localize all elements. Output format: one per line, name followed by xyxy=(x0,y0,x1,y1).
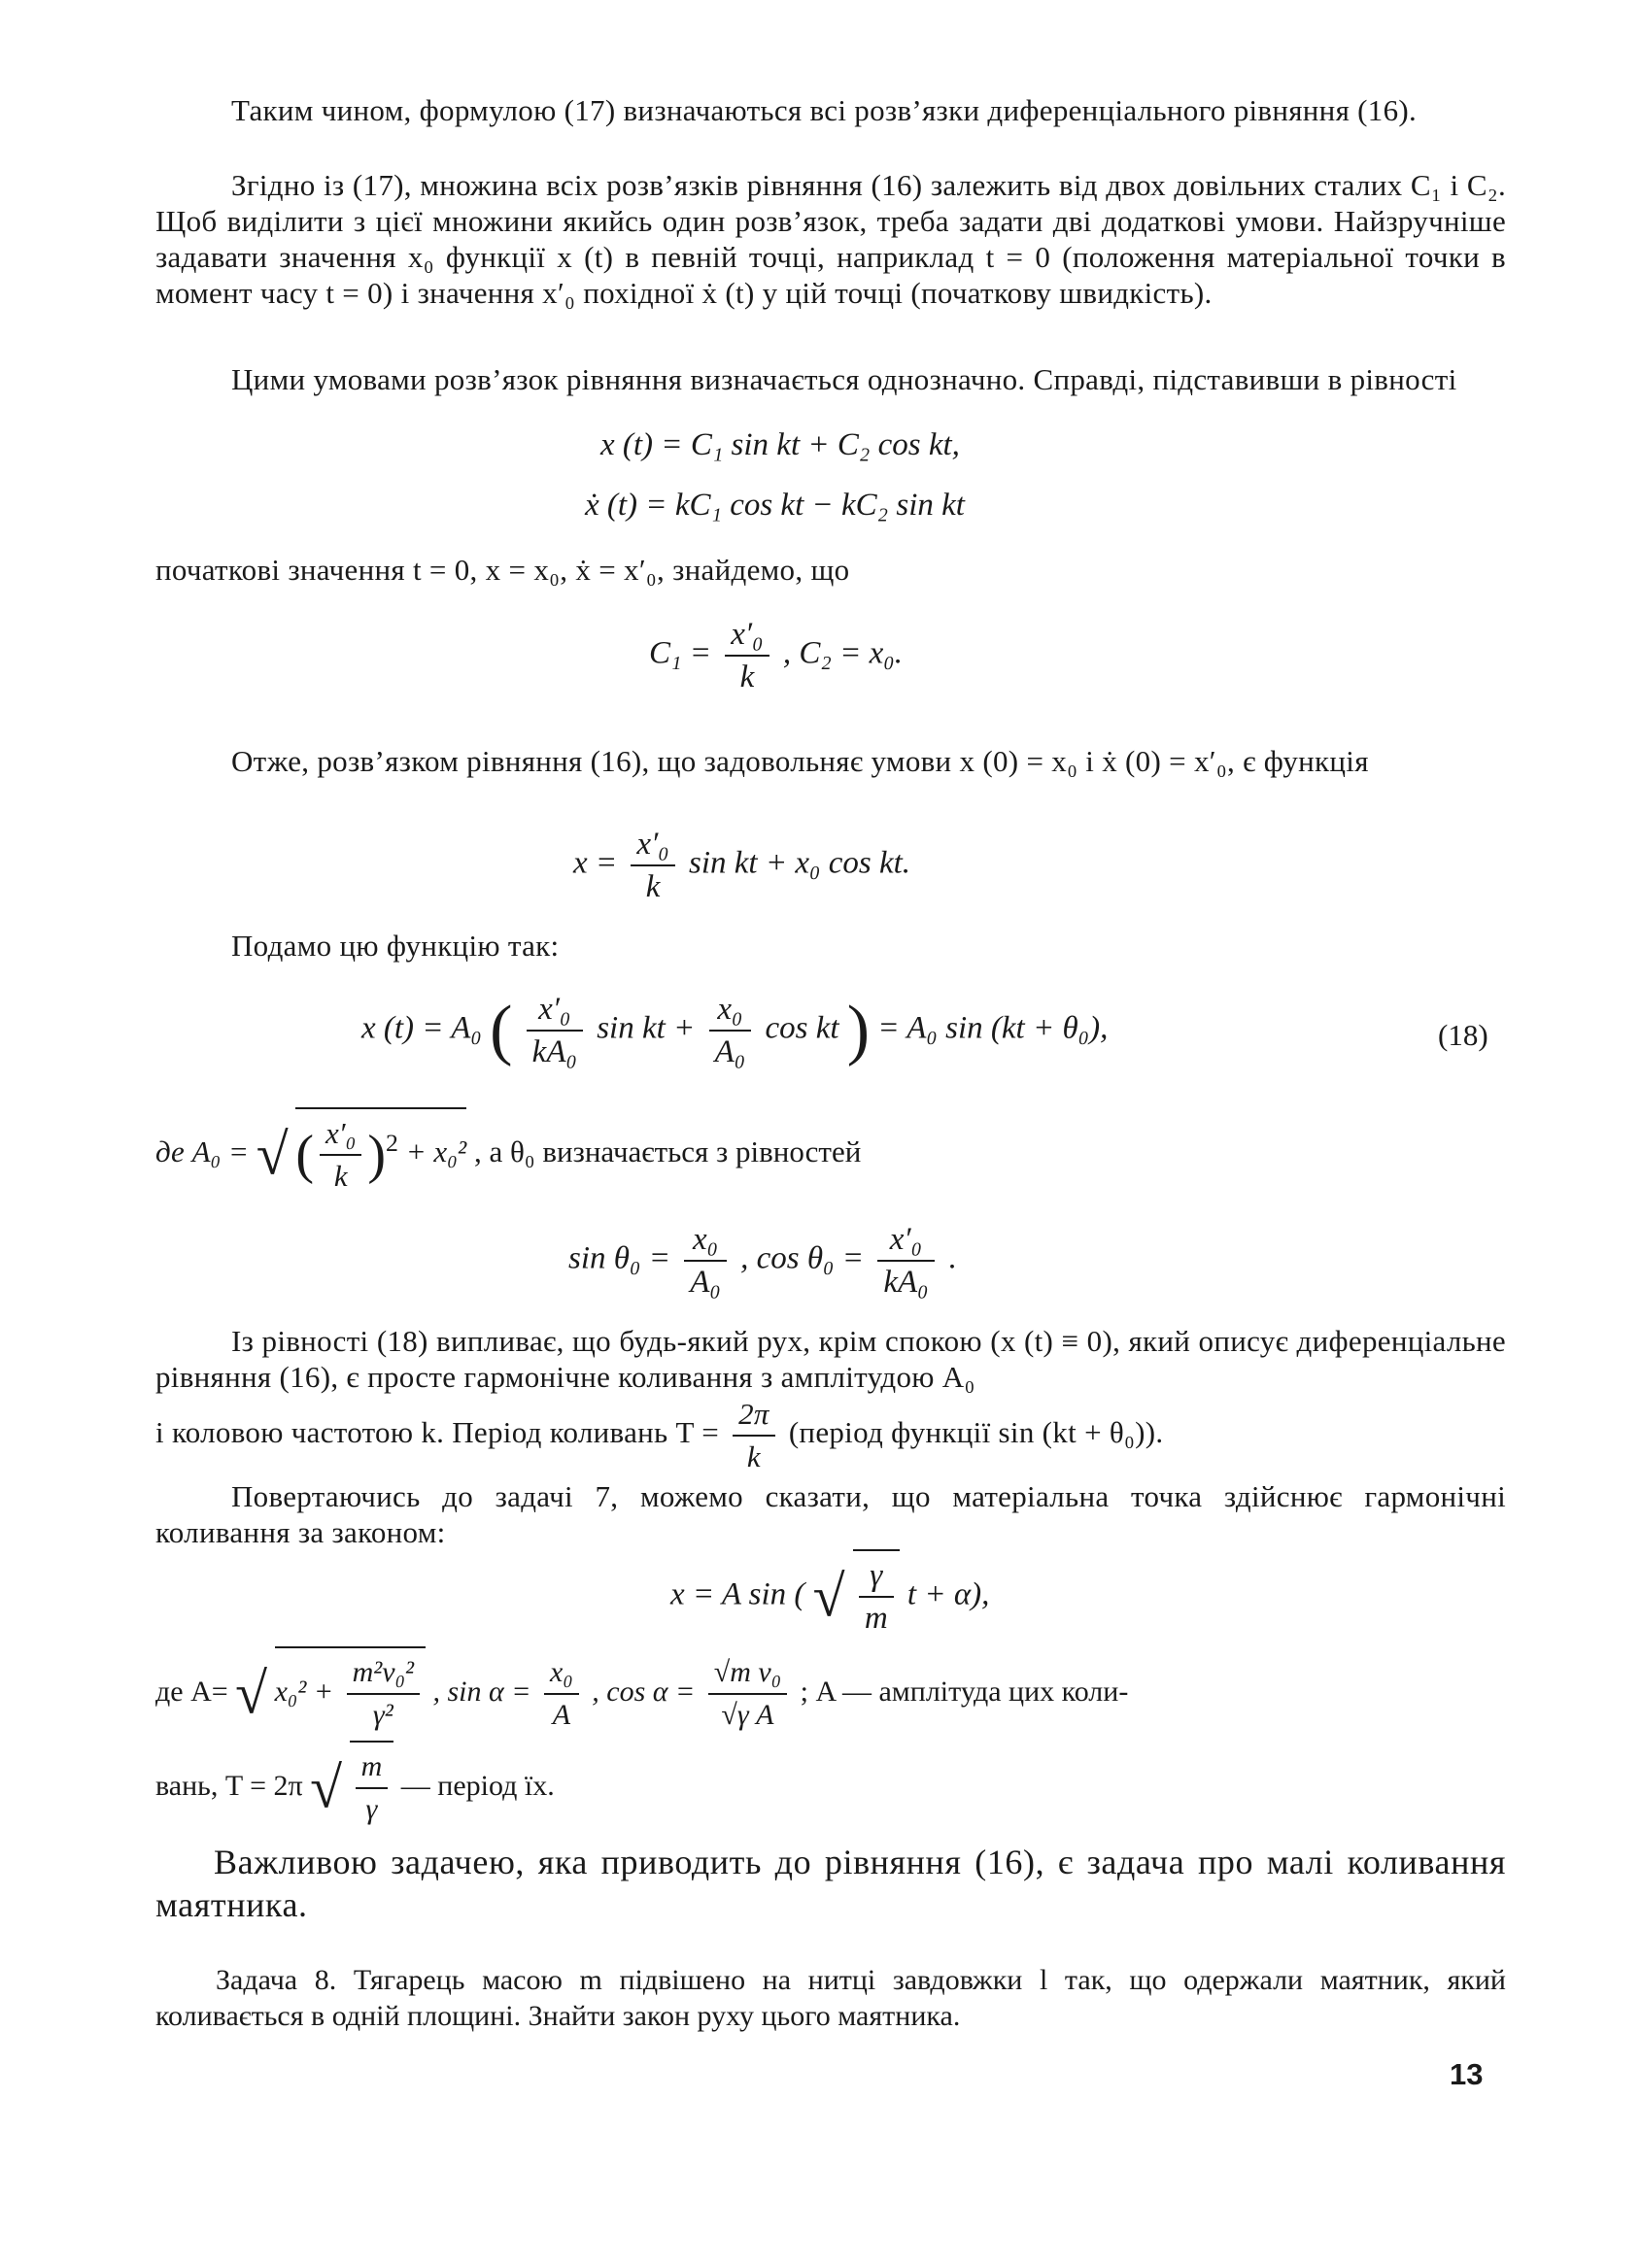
period-radicand xyxy=(350,1741,394,1830)
eq18-cos: cos kt xyxy=(765,1010,839,1046)
fraction-denominator: kA₀ xyxy=(531,1034,577,1069)
fraction-numerator: x₀ xyxy=(684,1219,727,1262)
fraction-denominator: kA₀ xyxy=(883,1265,929,1300)
fraction-denominator: m xyxy=(864,1601,888,1636)
equation-theta xyxy=(568,1219,956,1303)
equation-x-dot-t: ẋ (t) = kC₁ cos kt − kC₂ sin kt xyxy=(585,488,965,523)
fraction-numerator: x₀ xyxy=(544,1652,579,1695)
fraction-denominator: A xyxy=(552,1699,571,1731)
section-statement: Важливою задачею, яка приводить до рівняння (16), є задача про малі коливання маятника. xyxy=(155,1843,1506,1924)
left-paren: ( xyxy=(295,1125,315,1185)
fraction-denominator: A₀ xyxy=(714,1034,746,1069)
fraction-numerator: x₀ xyxy=(709,989,752,1032)
radicand xyxy=(295,1107,466,1197)
fraction-denominator: γ² xyxy=(372,1699,393,1731)
cos-alpha-lhs: , cos α = xyxy=(592,1675,696,1708)
fraction-cos-theta xyxy=(877,1219,934,1303)
fraction-numerator: x′₀ xyxy=(631,824,674,866)
harmonic-lhs: x = A sin ( xyxy=(670,1576,805,1612)
fraction-denominator: k xyxy=(333,1159,348,1193)
fraction-radicand-2 xyxy=(347,1652,420,1736)
equation-18 xyxy=(361,989,1108,1072)
fraction-numerator: 2π xyxy=(733,1394,775,1437)
solution-lhs: x = xyxy=(573,845,618,881)
amplitude-radicand xyxy=(275,1646,426,1736)
fraction-denominator: √γ A xyxy=(721,1699,774,1731)
eq18-middle: sin kt + xyxy=(597,1010,696,1046)
right-paren: ) xyxy=(367,1125,387,1185)
sqrt-icon: √ xyxy=(310,1755,343,1820)
fraction-numerator: x′₀ xyxy=(877,1219,934,1262)
fraction-cos-alpha xyxy=(708,1652,787,1736)
period: . xyxy=(947,1240,957,1276)
equation-solution xyxy=(573,824,910,907)
fraction-numerator: x′₀ xyxy=(320,1113,361,1156)
fraction-numerator: x′₀ xyxy=(527,989,583,1032)
fraction-numerator: √m v₀ xyxy=(708,1652,787,1695)
c1-label: C₁ = xyxy=(649,635,712,671)
amplitude-formula-line xyxy=(155,1646,1128,1736)
right-paren: ) xyxy=(846,993,871,1067)
solution-rhs: sin kt + x₀ cos kt. xyxy=(689,845,911,881)
fraction-sin-theta xyxy=(684,1219,727,1303)
eq18-result: = A₀ sin (kt + θ₀), xyxy=(877,1010,1109,1046)
sqrt-icon: √ xyxy=(256,1122,289,1187)
fraction-denominator: k xyxy=(739,660,755,694)
cos-theta-lhs: , cos θ₀ = xyxy=(740,1240,865,1276)
period-formula-line xyxy=(155,1741,555,1830)
amplitude-lhs: де A₀ = xyxy=(155,1134,249,1169)
fraction-period xyxy=(733,1394,775,1477)
amplitude-prefix: де A= xyxy=(155,1675,228,1708)
harmonic-rhs: t + α), xyxy=(906,1576,990,1612)
c2-expression: , C₂ = x₀. xyxy=(782,635,903,671)
fraction-numerator: x′₀ xyxy=(725,614,769,657)
fraction-solution xyxy=(631,824,674,907)
fraction-radicand xyxy=(320,1113,361,1197)
paragraph-3: Цими умовами розв’язок рівняння визначається однозначно. Справді, підставивши в рівності xyxy=(231,362,1457,396)
sqrt-icon: √ xyxy=(235,1661,268,1726)
radicand-tail: + x₀² xyxy=(405,1134,467,1169)
paragraph-6: Подамо цю функцію так: xyxy=(231,929,560,963)
fraction-denominator: k xyxy=(645,869,661,904)
fraction-m-gamma xyxy=(356,1746,389,1830)
paragraph-5: Отже, розв’язком рівняння (16), що задовольняє умови x (0) = x₀ і ẋ (0) = x′₀, є функція xyxy=(231,744,1369,778)
period-suffix: (період функції sin (kt + θ₀)). xyxy=(788,1415,1164,1450)
fraction-c1 xyxy=(725,614,769,697)
sin-theta-lhs: sin θ₀ = xyxy=(568,1240,670,1276)
paragraph-9: Повертаючись до задачі 7, можемо сказати, що матеріальна точка здійснює гармонічні коливання за законом: xyxy=(155,1479,1506,1549)
sqrt-icon: √ xyxy=(812,1564,845,1629)
task-8: Задача 8. Тягарець масою m підвішено на нитці завдовжки l так, що одержали маятник, який коливається в одній площині. Знайти закон руху цього маятника. xyxy=(155,1964,1506,2032)
square-exponent: 2 xyxy=(386,1128,398,1157)
fraction-numerator: m²v₀² xyxy=(347,1652,420,1695)
equation-number-18: (18) xyxy=(1438,1018,1488,1052)
period-note: — період їх. xyxy=(400,1769,555,1802)
page-number: 13 xyxy=(1450,2057,1484,2091)
fraction-numerator: γ xyxy=(859,1555,894,1598)
sin-alpha-lhs: , sin α = xyxy=(432,1675,531,1708)
amplitude-note: ; A — амплітуда цих коли- xyxy=(800,1675,1129,1708)
fraction-eq18-1 xyxy=(527,989,583,1072)
radicand-lead: x₀² + xyxy=(274,1675,334,1708)
paragraph-1: Таким чином, формулою (17) визначаються всі розв’язки диференціального рівняння (16). xyxy=(231,93,1418,127)
equation-x-t: x (t) = C₁ sin kt + C₂ cos kt, xyxy=(600,427,960,462)
fraction-gamma-m xyxy=(859,1555,894,1639)
amplitude-suffix: , а θ₀ визначається з рівностей xyxy=(473,1134,862,1169)
left-paren: ( xyxy=(490,993,513,1067)
fraction-eq18-2 xyxy=(709,989,752,1072)
period-prefix: і коловою частотою k. Період коливань T = xyxy=(155,1415,720,1450)
equation-c1-c2 xyxy=(649,614,903,697)
fraction-denominator: A₀ xyxy=(690,1265,721,1300)
paragraph-2: Згідно із (17), множина всіх розв’язків рівняння (16) залежить від двох довільних сталих C₁ і C₂. Щоб виділити з цієї множини якийсь один розв’язок, треба задати дві додаткові умови. Найзручніше задавати значення x₀ функції x (t) в певній точці, наприклад t = 0 (положення матеріальної точки в момент часу t = 0) і значення x′₀ похідної ẋ (t) у цій точці (початкову швидкість). xyxy=(155,168,1506,310)
fraction-sin-alpha xyxy=(544,1652,579,1736)
paragraph-8-period xyxy=(155,1394,1506,1477)
paragraph-8: Із рівності (18) випливає, що будь-який рух, крім спокою (x (t) ≡ 0), який описує диференціальне рівняння (16), є просте гармонічне коливання з амплітудою A₀ xyxy=(155,1324,1506,1394)
fraction-numerator: m xyxy=(356,1746,389,1789)
fraction-denominator: k xyxy=(746,1439,761,1473)
period-prefix-2: вань, T = 2π xyxy=(155,1769,303,1802)
equation-harmonic xyxy=(670,1549,989,1639)
fraction-denominator: γ xyxy=(365,1793,378,1825)
eq18-lhs: x (t) = A₀ xyxy=(361,1010,482,1046)
amplitude-definition xyxy=(155,1107,861,1197)
paragraph-4: початкові значення t = 0, x = x₀, ẋ = x′₀, знайдемо, що xyxy=(155,553,850,587)
sqrt-radicand xyxy=(853,1549,900,1639)
